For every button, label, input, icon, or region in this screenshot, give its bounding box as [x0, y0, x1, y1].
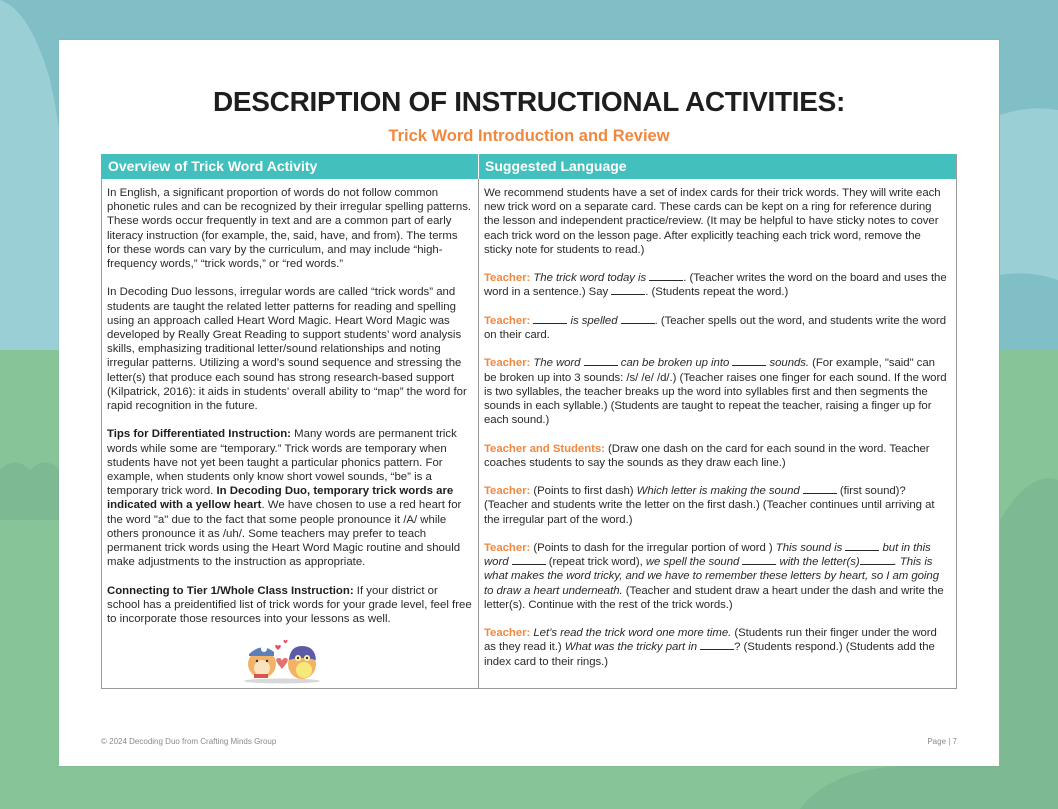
- tier1-label: Connecting to Tier 1/Whole Class Instruction:: [107, 584, 354, 597]
- teacher-students-label: Teacher and Students:: [484, 442, 605, 455]
- language-step-1: Teacher: The trick word today is . (Teacher writes the word on the board and uses the word in a sentence.) Say . (Students repeat the word.): [484, 272, 947, 299]
- language-step-3: Teacher: The word can be broken up into sounds. (For example, "said" can be broken up into 3 sounds: /s/ /e/ /d/.) (Teacher raises one finger for each sound. If the word is two syllables, the teacher breaks up the word into syllables first and then segments the sounds in each syllable.) (Students are taught to repeat the teacher, raising a finger up for each sound.): [484, 357, 947, 427]
- teacher-label: Teacher:: [484, 541, 531, 554]
- overview-paragraph-intro: In English, a significant proportion of words do not follow common phonetic rules and can be recognized by their irregular spelling patterns. These words occur frequently in text and are a common part of early literacy instruction (for example, the, said, have, and from). The terms for these words can vary by the curriculum, and may include “high-frequency words,” “trick words,” or “red words.”: [107, 187, 472, 271]
- blank-line: [732, 357, 766, 366]
- small-heart-icon-2: [283, 640, 287, 644]
- blank-line: [742, 556, 776, 565]
- footer-copyright: © 2024 Decoding Duo from Crafting Minds Group: [101, 737, 277, 746]
- activity-table: [101, 154, 957, 689]
- teacher-label: Teacher:: [484, 485, 531, 498]
- header-suggested-language: Suggested Language: [485, 158, 627, 174]
- right-cloud-shape: [1000, 108, 1058, 280]
- left-bush: [0, 463, 60, 521]
- blank-line: [649, 272, 683, 281]
- overview-paragraph-differentiated: Tips for Differentiated Instruction: Many words are permanent trick words while some are “temporary.” Trick words are temporary when students have not yet been taught a particular phonics pattern. For example, when students only know short vowel sounds, “be” is a temporary trick word. In Decoding Duo, temporary trick words are indicated with a yellow heart. We have chosen to use a red heart for the word "a" due to the fact that some people pronounce it /A/ while others pronounce it as /uh/. Some teachers may prefer to teach permanent trick words using the Heart Word Magic routine and should make adjustments to the instruction as appropriate.: [107, 428, 462, 569]
- table-body-row: [102, 179, 956, 689]
- overview-column: [102, 179, 479, 689]
- header-overview: Overview of Trick Word Activity: [102, 154, 479, 179]
- mascot-shadow: [244, 679, 320, 684]
- right-bush: [1000, 478, 1058, 809]
- teacher-label: Teacher:: [484, 627, 531, 640]
- blank-line: [533, 315, 567, 324]
- blank-line: [845, 542, 879, 551]
- document-page: [59, 40, 999, 766]
- teacher-label: Teacher:: [484, 357, 531, 370]
- blank-line: [700, 641, 734, 650]
- language-intro: We recommend students have a set of index cards for their trick words. They will write each new trick word on a separate card. These cards can be kept on a ring for reference during the lesson and independent practice/review. (It may be helpful to have sticky notes to cover each trick word on the lesson page. After explicitly teaching each trick word, remove the sticky note for students to read.): [484, 187, 941, 256]
- blank-line: [584, 357, 618, 366]
- language-step-5: Teacher: (Points to first dash) Which letter is making the sound (first sound)? (Teacher and students write the letter on the first dash.) (Teacher continues until arriving at the irregular part of the word.): [484, 485, 935, 526]
- blank-line: [621, 315, 655, 324]
- blank-line: [860, 556, 894, 565]
- page-subtitle: Trick Word Introduction and Review: [388, 127, 670, 145]
- hamster-mascots-illustration: [232, 634, 332, 684]
- right-hamster-icon: [288, 646, 316, 679]
- page-title: DESCRIPTION OF INSTRUCTIONAL ACTIVITIES:: [212, 86, 845, 117]
- overview-paragraph-heart-word-magic: In Decoding Duo lessons, irregular words are called “trick words” and students are taught the related letter patterns for reading and spelling using an approach called Heart Word Magic. Heart Word Magic was developed by Really Great Reading to support students’ word analysis skills, emphasizing traditional letter/sound relationships and noting irregular patterns. Utilizing a word’s sound sequence and stressing the letter(s) that produce each sound has strong research-based support (Kilpatrick, 2016): it aids in students’ overall ability to “map” the word for rapid recognition in the future.: [107, 286, 467, 413]
- small-heart-icon: [275, 645, 281, 650]
- footer-page-number: Page | 7: [927, 737, 957, 746]
- overview-paragraph-tier1: Connecting to Tier 1/Whole Class Instruction: If your district or school has a preidentified list of trick words for your grade level, feel free to incorporate those resources into your lessons as well.: [107, 584, 472, 626]
- language-step-6: Teacher: (Points to dash for the irregular portion of word ) This sound is but in this word (repeat trick word), we spell the sound with the letter(s) . This is what makes the word tricky, and we have to remember these letters by heart, so I am going to draw a heart underneath. (Teacher and student draw a heart under the dash and write the letter(s). Continue with the rest of the trick words.): [484, 541, 944, 611]
- yellow-heart-note: In Decoding Duo, temporary trick words are indicated with a yellow heart: [107, 485, 454, 512]
- tips-label: Tips for Differentiated Instruction:: [107, 428, 291, 441]
- teacher-label: Teacher:: [484, 314, 531, 327]
- language-step-2: Teacher: is spelled . (Teacher spells out the word, and students write the word on their card.: [484, 314, 947, 341]
- suggested-language-column: [479, 179, 956, 689]
- language-step-7: Teacher: Let’s read the trick word one more time. (Students run their finger under the word as they read it.) What was the tricky part in ? (Students respond.) (Students add the index card to their rings.): [484, 627, 937, 668]
- left-hamster-icon: [248, 646, 276, 678]
- blank-line: [611, 286, 645, 295]
- table-header-row: [102, 154, 956, 179]
- blank-line: [512, 556, 546, 565]
- broken-heart-icon: [276, 658, 288, 669]
- language-step-4: Teacher and Students: (Draw one dash on the card for each sound in the word. Teacher coaches students to say the sounds as they draw each line.): [484, 442, 930, 469]
- teacher-label: Teacher:: [484, 272, 531, 285]
- blank-line: [803, 485, 837, 494]
